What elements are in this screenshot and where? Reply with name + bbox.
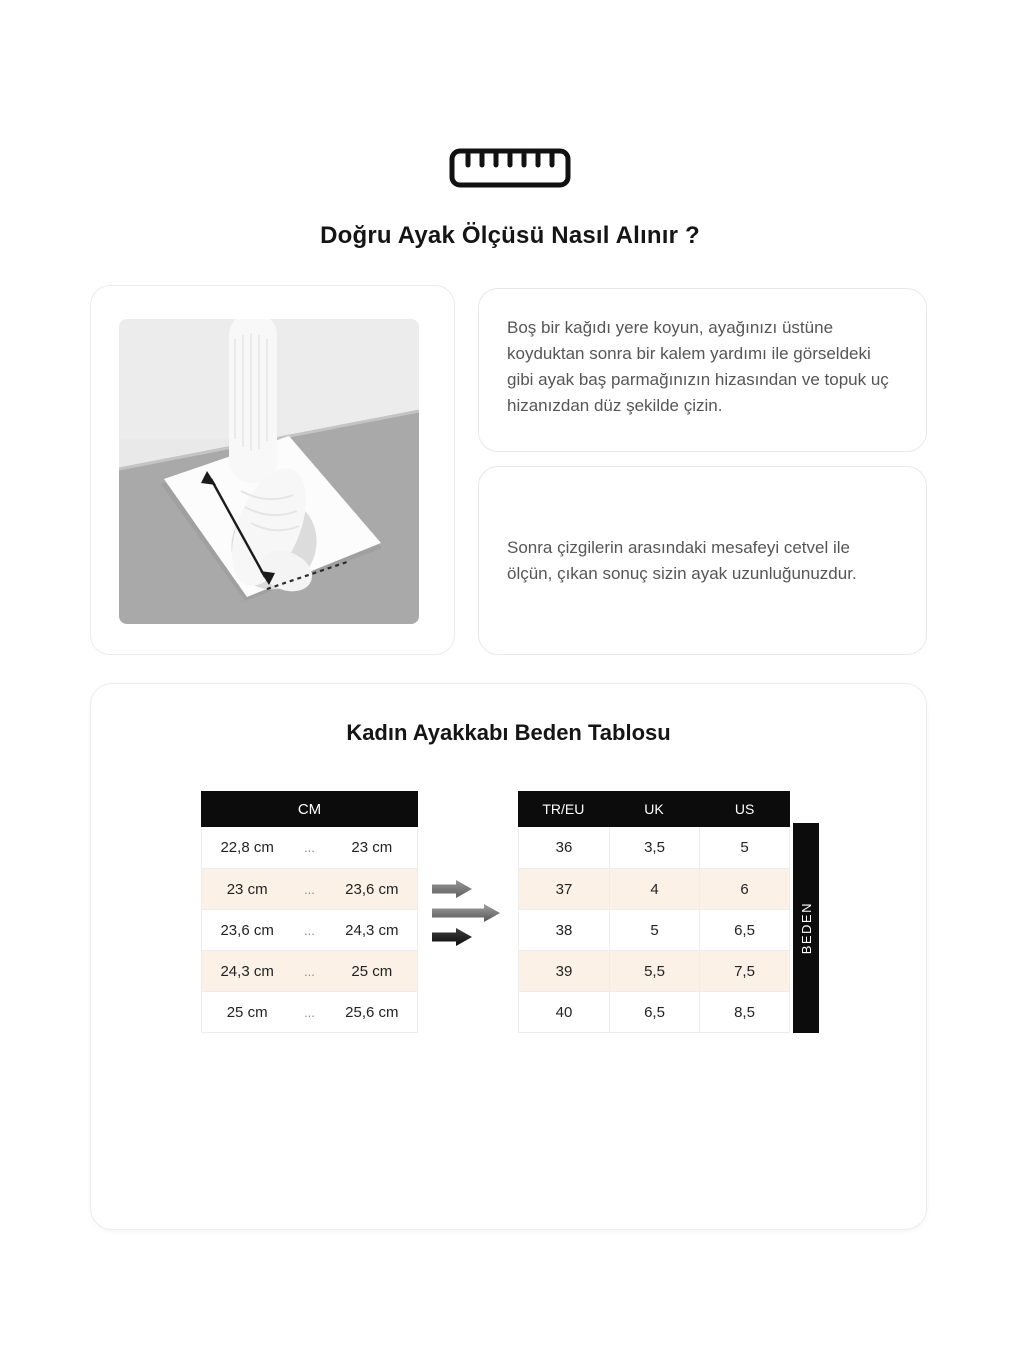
table-row: [519, 827, 789, 868]
size-value-cell: 5: [699, 827, 789, 868]
cm-value-cell: 25 cm: [351, 962, 393, 980]
size-table-rows: [518, 827, 790, 1033]
instruction-text-step1: Boş bir kağıdı yere koyun, ayağınızı üstüne koyduktan sonra bir kalem yardımı ile görseldeki gibi ayak baş parmağınızın hizasından ve topuk uç hizanızdan düz şekilde çizin.: [507, 318, 889, 415]
cm-value-cell: 23 cm: [351, 839, 393, 856]
range-ellipsis: ...: [304, 1004, 315, 1020]
table-row: [202, 991, 417, 1032]
cm-value-cell: 24,3 cm: [220, 962, 274, 980]
size-value-cell: 40: [555, 1003, 573, 1021]
foot-measure-photo: [119, 319, 419, 624]
cm-table: [201, 791, 418, 1033]
cm-value-cell: 25,6 cm: [345, 1003, 399, 1021]
table-row: [202, 868, 417, 909]
size-table-card: [90, 683, 927, 1230]
range-ellipsis: ...: [304, 881, 315, 897]
range-ellipsis: ...: [304, 963, 315, 979]
size-value-cell: 6: [699, 869, 789, 909]
size-value-cell: 38: [555, 921, 573, 939]
page-title: Doğru Ayak Ölçüsü Nasıl Alınır ?: [320, 222, 700, 249]
table-row: [519, 950, 789, 991]
measure-section: [90, 285, 927, 655]
table-row: [519, 991, 789, 1032]
size-table-header-row: [518, 791, 790, 827]
cm-table-header: CM: [201, 791, 418, 827]
range-ellipsis: ...: [304, 922, 315, 938]
size-value-cell: 4: [609, 869, 699, 909]
instruction-box-step2: [478, 466, 927, 655]
cm-value-cell: 23 cm: [226, 880, 268, 898]
size-value-cell: 6,5: [699, 910, 789, 950]
size-value-cell: 8,5: [699, 992, 789, 1032]
table-row: [519, 909, 789, 950]
table-row: [202, 827, 417, 868]
table-row: [519, 868, 789, 909]
beden-label: BEDEN: [798, 901, 814, 955]
instruction-text-step2: Sonra çizgilerin arasındaki mesafeyi cetvel ile ölçün, çıkan sonuç sizin ayak uzunluğunuzdur.: [507, 537, 857, 583]
table-row: [202, 909, 417, 950]
international-size-table: [518, 791, 790, 1033]
cm-value-cell: 22,8 cm: [220, 839, 274, 856]
size-value-cell: 37: [555, 880, 573, 898]
instruction-box-step1: [478, 288, 927, 452]
cm-value-cell: 23,6 cm: [345, 880, 399, 898]
size-value-cell: 6,5: [609, 992, 699, 1032]
size-value-cell: 39: [555, 962, 573, 980]
conversion-arrows-icon: [432, 880, 506, 950]
column-header-uk: UK: [644, 801, 664, 817]
table-row: [202, 950, 417, 991]
cm-value-cell: 25 cm: [226, 1003, 268, 1021]
ruler-icon: [0, 148, 1020, 188]
column-header-treu: TR/EU: [542, 801, 585, 817]
cm-table-rows: [201, 827, 418, 1033]
size-value-cell: 3,5: [609, 827, 699, 868]
column-header-us: US: [734, 801, 755, 817]
size-value-cell: 36: [555, 839, 573, 856]
cm-value-cell: 23,6 cm: [220, 921, 274, 939]
size-value-cell: 5: [609, 910, 699, 950]
foot-photo-card: [90, 285, 455, 655]
size-value-cell: 7,5: [699, 951, 789, 991]
range-ellipsis: ...: [304, 840, 315, 855]
size-value-cell: 5,5: [609, 951, 699, 991]
size-table-title: Kadın Ayakkabı Beden Tablosu: [346, 720, 671, 745]
beden-side-bar: [793, 823, 819, 1033]
cm-value-cell: 24,3 cm: [345, 921, 399, 939]
